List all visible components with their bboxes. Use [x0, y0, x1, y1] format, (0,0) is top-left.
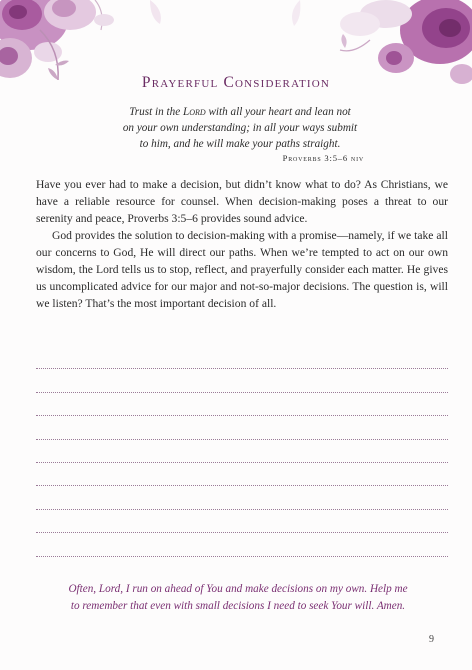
- paragraph-1: Have you ever had to make a decision, but didn’t know what to do? As Christians, we have a reliable resource for counsel. When decision-making poses a threat to our serenity and peace, Proverbs 3:5–6 provides sound advice.: [36, 178, 448, 225]
- prayer-line-1: Often, Lord, I run on ahead of You and make decisions on my own. Help me: [68, 583, 408, 595]
- floral-header-decoration: [0, 0, 472, 110]
- journal-line[interactable]: [36, 393, 448, 416]
- journal-line[interactable]: [36, 440, 448, 463]
- scripture-verse: [60, 104, 420, 152]
- journal-line[interactable]: [36, 510, 448, 533]
- verse-lord: Lord: [182, 106, 206, 118]
- verse-line-1-end: with all your heart and lean not: [205, 106, 351, 118]
- journal-line[interactable]: [36, 533, 448, 556]
- closing-prayer: [40, 581, 436, 614]
- center-leaf-decoration: [150, 0, 300, 26]
- journal-line[interactable]: [36, 416, 448, 439]
- journal-line[interactable]: [36, 486, 448, 509]
- verse-reference: Proverbs 3:5–6 niv: [282, 153, 364, 163]
- right-floral-cluster: [340, 0, 472, 84]
- verse-line-2: on your own understanding; in all your ways submit: [122, 122, 358, 134]
- journal-line[interactable]: [36, 346, 448, 369]
- journal-line[interactable]: [36, 369, 448, 392]
- page-number: 9: [429, 634, 434, 645]
- left-floral-cluster: [0, 0, 114, 80]
- paragraph-2: God provides the solution to decision-making with a promise—namely, if we take all our concerns to God, He will direct our paths. When we’re tempted to act on our own wisdom, the Lord tells us to stop, reflect, and prayerfully consider each matter. He gives us uncomplicated advice for our major and not-so-major decisions. The question is, will we listen? That’s the most important decision of all.: [36, 229, 448, 310]
- journal-line[interactable]: [36, 463, 448, 486]
- verse-line-3: to him, and he will make your paths straight.: [139, 138, 341, 150]
- verse-line-1: [60, 104, 420, 120]
- prayer-line-2: to remember that even with small decisions I need to seek Your will. Amen.: [70, 599, 406, 612]
- journal-lines[interactable]: [36, 346, 448, 557]
- page-title: [0, 74, 472, 92]
- verse-line-1-start: Trust in the: [129, 106, 183, 118]
- devotional-text: [36, 176, 448, 312]
- page-title-text: Prayerful Consideration: [141, 74, 331, 91]
